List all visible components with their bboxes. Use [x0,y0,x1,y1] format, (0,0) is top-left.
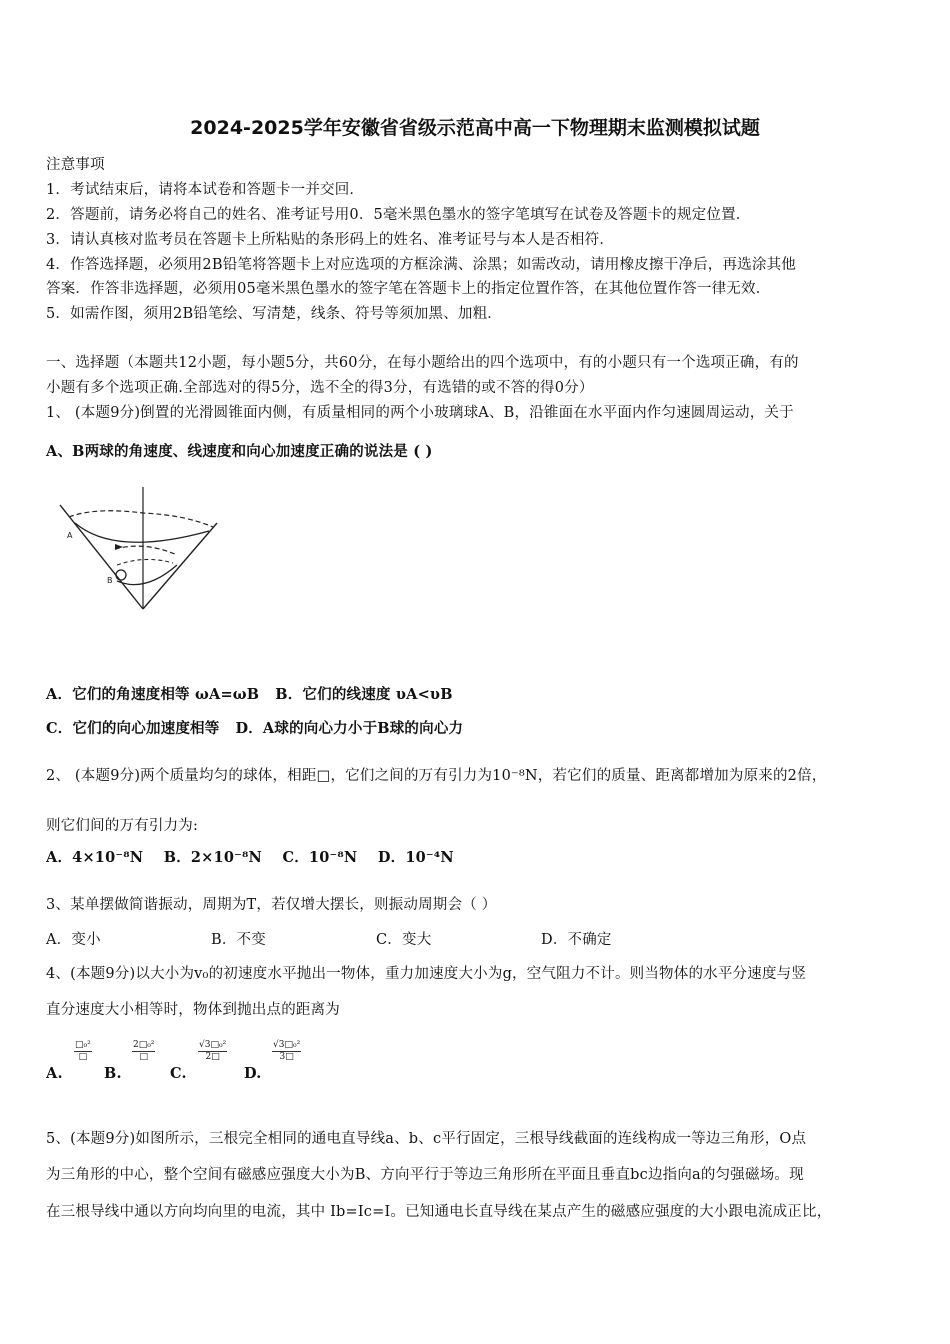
q3-option-a[interactable]: A．变小 [46,932,101,948]
q4-fraction-b: 2□₀² □ [133,1040,155,1062]
q3-option-b[interactable]: B．不变 [211,932,266,948]
q4-fraction-c: $\frac{\text{√3□₀²}}{2□}$ [199,1040,227,1062]
q1-option-c[interactable]: C．它们的向心加速度相等 [46,720,220,737]
q4-option-d[interactable]: D. [244,1065,262,1082]
notice-item: 5．如需作图，须用2B铅笔绘、写清楚，线条、符号等须加黑、加粗． [46,306,503,322]
q2-option-d[interactable]: D．10⁻⁴N [377,849,454,866]
q2-option-a[interactable]: A．4×10⁻⁸N [46,849,144,866]
notice-item: 4．作答选择题，必须用2B铅笔将答题卡上对应选项的方框涂满、涂黑；如需改动，请用橡皮擦干净后，再选涂其他 [46,257,797,273]
q1-option-b[interactable]: B．它们的线速度 υA<υB [275,686,453,703]
ball-b [116,570,126,580]
question-1-text: 1、 (本题9分)倒置的光滑圆锥面内侧，有质量相同的两个小玻璃球A、B，沿锥面在水平面内作匀速圆周运动，关于 [46,405,794,421]
cone-figure [55,485,225,615]
q1-options-row1 [46,683,453,704]
label-a: A [67,531,73,540]
notice-item: 2．答题前，请务必将自己的姓名、准考证号用0．5毫米黑色墨水的签字笔填写在试卷及答题卡的规定位置． [46,207,751,223]
question-2-text-cont: 则它们间的万有引力为: [46,818,199,834]
question-5-text: 5、(本题9分)如图所示，三根完全相同的通电直导线a、b、c平行固定，三根导线截面的连线构成一等边三角形，O点 [46,1131,807,1147]
question-5-text-cont2: 在三根导线中通以方向均向里的电流，其中 Ib=Ic=I。已知通电长直导线在某点产生的磁感应强度的大小跟电流成正比， [46,1204,832,1220]
q4-option-b[interactable]: B. [104,1065,122,1082]
label-b: B [107,576,113,585]
q2-option-c[interactable]: C．10⁻⁸N [282,849,358,866]
q1-option-d[interactable]: D．A球的向心力小于B球的向心力 [235,720,464,737]
question-5-text-cont: 为三角形的中心，整个空间有磁感应强度大小为B、方向平行于等边三角形所在平面且垂直bc边指向a的匀强磁场。现 [46,1167,804,1183]
notice-item: 3．请认真核对监考员在答题卡上所粘贴的条形码上的姓名、准考证号与本人是否相符． [46,232,615,248]
q4-option-a[interactable]: A. [46,1065,63,1082]
question-1-text-cont: A、B两球的角速度、线速度和向心加速度正确的说法是 ( ) [46,443,433,460]
notice-item: 1．考试结束后，请将本试卷和答题卡一并交回． [46,182,365,198]
section-heading-cont: 小题有多个选项正确.全部选对的得5分，选不全的得3分，有选错的或不答的得0分） [46,380,594,396]
question-4-text: 4、(本题9分)以大小为v₀的初速度水平抛出一物体，重力加速度大小为g，空气阻力不计。则当物体的水平分速度与竖 [46,966,807,982]
q2-options [46,846,454,867]
q4-fraction-a: □₀² □ [75,1040,91,1062]
question-2-text: 2、 (本题9分)两个质量均匀的球体，相距□，它们之间的万有引力为10⁻⁸N，若它们的质量、距离都增加为原来的2倍， [46,768,827,784]
notice-heading: 注意事项 [46,157,105,173]
q3-option-c[interactable]: C．变大 [376,932,432,948]
question-4-text-cont: 直分速度大小相等时，物体到抛出点的距离为 [46,1002,340,1018]
q2-option-b[interactable]: B．2×10⁻⁸N [163,849,262,866]
q4-fraction-d: $\frac{\text{√3□₀²}}{3□}$ [273,1040,301,1062]
page-title: 2024-2025学年安徽省省级示范高中高一下物理期末监测模拟试题 [190,117,760,139]
q3-option-d[interactable]: D．不确定 [541,932,612,948]
q1-options-row2 [46,717,463,738]
section-heading: 一、选择题（本题共12小题，每小题5分，共60分，在每小题给出的四个选项中，有的小题只有一个选项正确，有的 [46,355,799,371]
question-3-text: 3、某单摆做简谐振动，周期为T，若仅增大摆长，则振动周期会（ ） [46,897,497,913]
notice-item: 答案．作答非选择题，必须用05毫米黑色墨水的签字笔在答题卡上的指定位置作答，在其他位置作答一律无效． [46,281,771,297]
q4-option-c[interactable]: C. [170,1065,187,1082]
q1-option-a[interactable]: A．它们的角速度相等 ωA=ωB [46,686,260,703]
